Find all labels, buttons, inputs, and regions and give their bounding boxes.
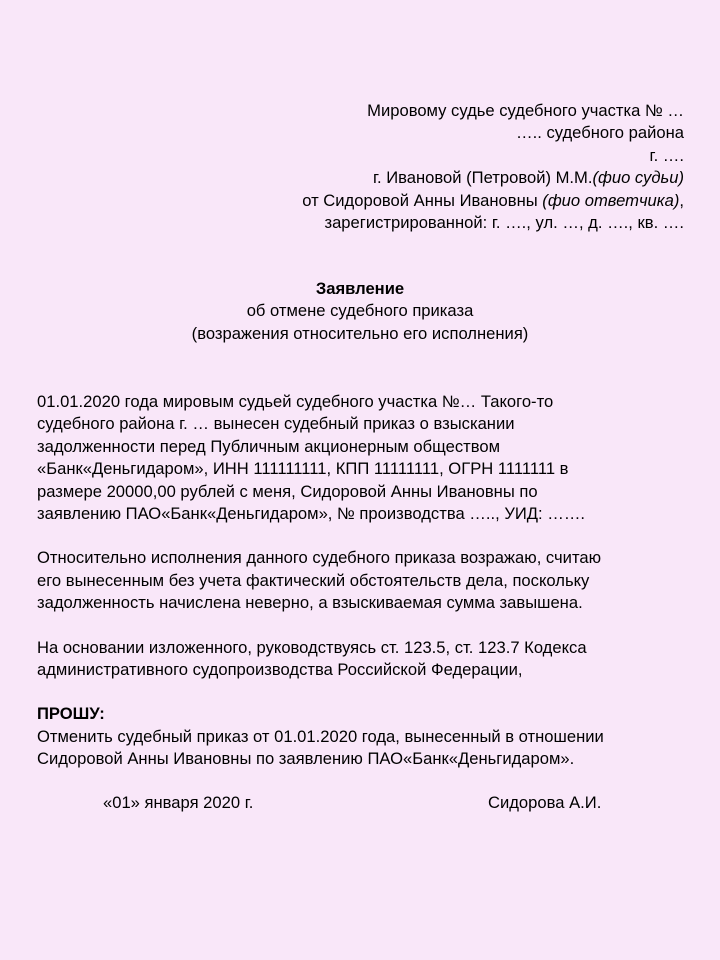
addressee-judge [124, 167, 684, 189]
paragraph-facts: 01.01.2020 года мировым судьей судебного участка №… Такого-то судебного района г. … вынесен судебный приказ о взыскании задолженности перед Публичным акционерным обществом «Банк«Деньгидаром», ИНН 111111111, КПП 11111111, ОГРН 1111111 в размере 20000,00 рублей с меня, Сидоровой Анны Ивановны по заявлению ПАО«Банк«Деньгидаром», № производства ….., УИД: ……. [37, 392, 586, 524]
sender-name: от Сидоровой Анны Ивановны [302, 190, 543, 210]
addressee-district: ….. судебного района [516, 123, 684, 143]
document-subtitle-note: (возражения относительно его исполнения) [191, 323, 529, 343]
addressee-court: Мировому судье судебного участка № … [367, 101, 684, 120]
signature-row [0, 792, 720, 816]
document-title: Заявление [315, 279, 405, 298]
document-subtitle: об отмене судебного приказа [246, 301, 474, 321]
sender-comma: , [679, 190, 684, 210]
document-title-block [0, 278, 720, 345]
signature-name: Сидорова А.И. [488, 793, 602, 812]
request-text: Отменить судебный приказ от 01.01.2020 года, вынесенный в отношении Сидоровой Анны Ивановны по заявлению ПАО«Банк«Деньгидаром». [37, 726, 604, 769]
sender-line [124, 190, 684, 212]
addressee-block [124, 100, 684, 234]
sender-address: зарегистрированной: г. …., ул. …, д. …., кв. …. [324, 213, 684, 233]
signature-date: «01» января 2020 г. [103, 793, 254, 812]
request-heading: ПРОШУ: [37, 704, 105, 724]
paragraph-legal-basis: На основании изложенного, руководствуясь ст. 123.5, ст. 123.7 Кодекса административного судопроизводства Российской Федерации, [37, 637, 587, 680]
paragraph-objection: Относительно исполнения данного судебного приказа возражаю, считаю его вынесенным без учета фактический обстоятельств дела, поскольку задолженность начислена неверно, а взыскиваемая сумма завышена. [37, 548, 602, 613]
addressee-city: г. …. [649, 145, 684, 165]
sender-hint: (фио ответчика) [542, 190, 680, 210]
judge-hint: (фио судьи) [592, 168, 684, 188]
document-body [37, 391, 697, 771]
judge-name: г. Ивановой (Петровой) М.М. [372, 168, 593, 188]
